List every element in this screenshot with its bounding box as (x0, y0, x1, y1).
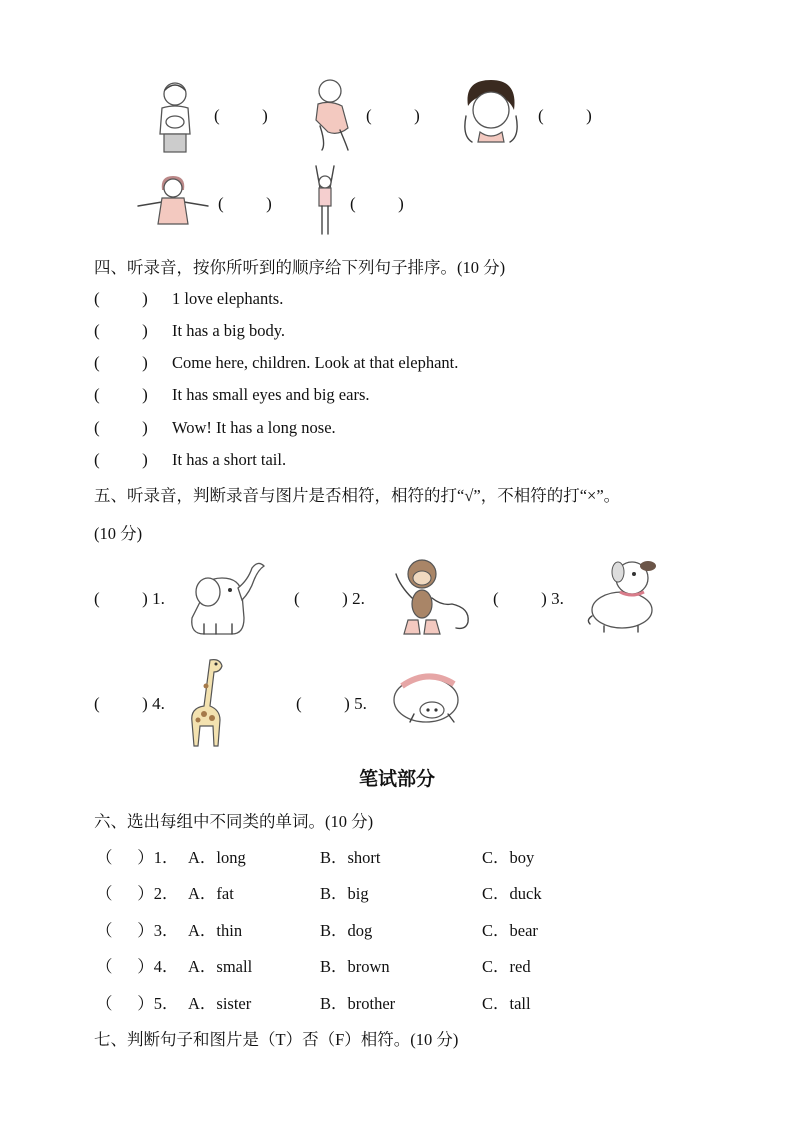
answer-paren: ( ) (538, 106, 592, 125)
option-c: C．red (482, 957, 531, 976)
option-b: B．dog (320, 921, 373, 940)
option-b: B．big (320, 884, 369, 903)
list-item: It has small eyes and big ears. (172, 385, 370, 404)
option-a: A．thin (188, 921, 243, 940)
answer-paren: ( ) (94, 385, 148, 404)
option-a: A．sister (188, 994, 252, 1013)
list-item: Wow! It has a long nose. (172, 418, 336, 437)
answer-paren: ( ) (94, 450, 148, 469)
answer-paren: ( ) (94, 321, 148, 340)
question-number: （ ）1． (96, 848, 179, 867)
part7-heading: 七、判断句子和图片是（T）否（F）相符。(10 分) (94, 1030, 459, 1049)
part5-heading: 五、听录音，判断录音与图片是否相符，相符的打“√”，不相符的打“×”。 (94, 486, 621, 505)
list-item: It has a big body. (172, 321, 286, 340)
option-b: B．brother (320, 994, 396, 1013)
pig-icon (388, 668, 470, 728)
list-item: 1 love elephants. (172, 289, 284, 308)
question-number: （ ）3． (96, 921, 179, 940)
part5-item-label: ( ) 2. (294, 589, 365, 608)
answer-paren: ( ) (366, 106, 420, 125)
boy-arms-up-image (310, 164, 340, 238)
answer-paren: ( ) (350, 194, 404, 213)
question-number: （ ）2． (96, 884, 179, 903)
question-number: （ ）4． (96, 957, 179, 976)
option-b: B．short (320, 848, 381, 867)
part5-item-label: ( ) 3. (493, 589, 564, 608)
part5-heading-score: (10 分) (94, 524, 143, 543)
question-number: （ ）5． (96, 994, 179, 1013)
girl-arms-out-image (134, 174, 212, 232)
part5-item-label: ( ) 1. (94, 589, 165, 608)
dog-icon (584, 558, 668, 634)
part5-item-label: ( ) 4. (94, 694, 165, 713)
answer-paren: ( ) (214, 106, 268, 125)
monkey-icon (382, 556, 474, 642)
list-item: It has a short tail. (172, 450, 287, 469)
boy-squatting-image (308, 76, 356, 154)
answer-paren: ( ) (218, 194, 272, 213)
written-section-title: 笔试部分 (358, 769, 435, 790)
option-a: A．small (188, 957, 253, 976)
answer-paren: ( ) (94, 418, 148, 437)
part4-heading: 四、听录音，按你所听到的顺序给下列句子排序。(10 分) (94, 258, 506, 277)
girl-touching-face-image (458, 76, 524, 146)
answer-paren: ( ) (94, 353, 148, 372)
option-c: C．tall (482, 994, 531, 1013)
option-a: A．long (188, 848, 246, 867)
option-b: B．brown (320, 957, 390, 976)
list-item: Come here, children. Look at that elephant. (172, 353, 459, 372)
elephant-icon (182, 558, 268, 642)
giraffe-icon (180, 656, 230, 750)
boy-touching-belly-image (150, 78, 200, 156)
answer-paren: ( ) (94, 289, 148, 308)
part6-heading: 六、选出每组中不同类的单词。(10 分) (94, 812, 374, 831)
option-a: A．fat (188, 884, 234, 903)
option-c: C．duck (482, 884, 542, 903)
option-c: C．boy (482, 848, 535, 867)
option-c: C．bear (482, 921, 538, 940)
part5-item-label: ( ) 5. (296, 694, 367, 713)
